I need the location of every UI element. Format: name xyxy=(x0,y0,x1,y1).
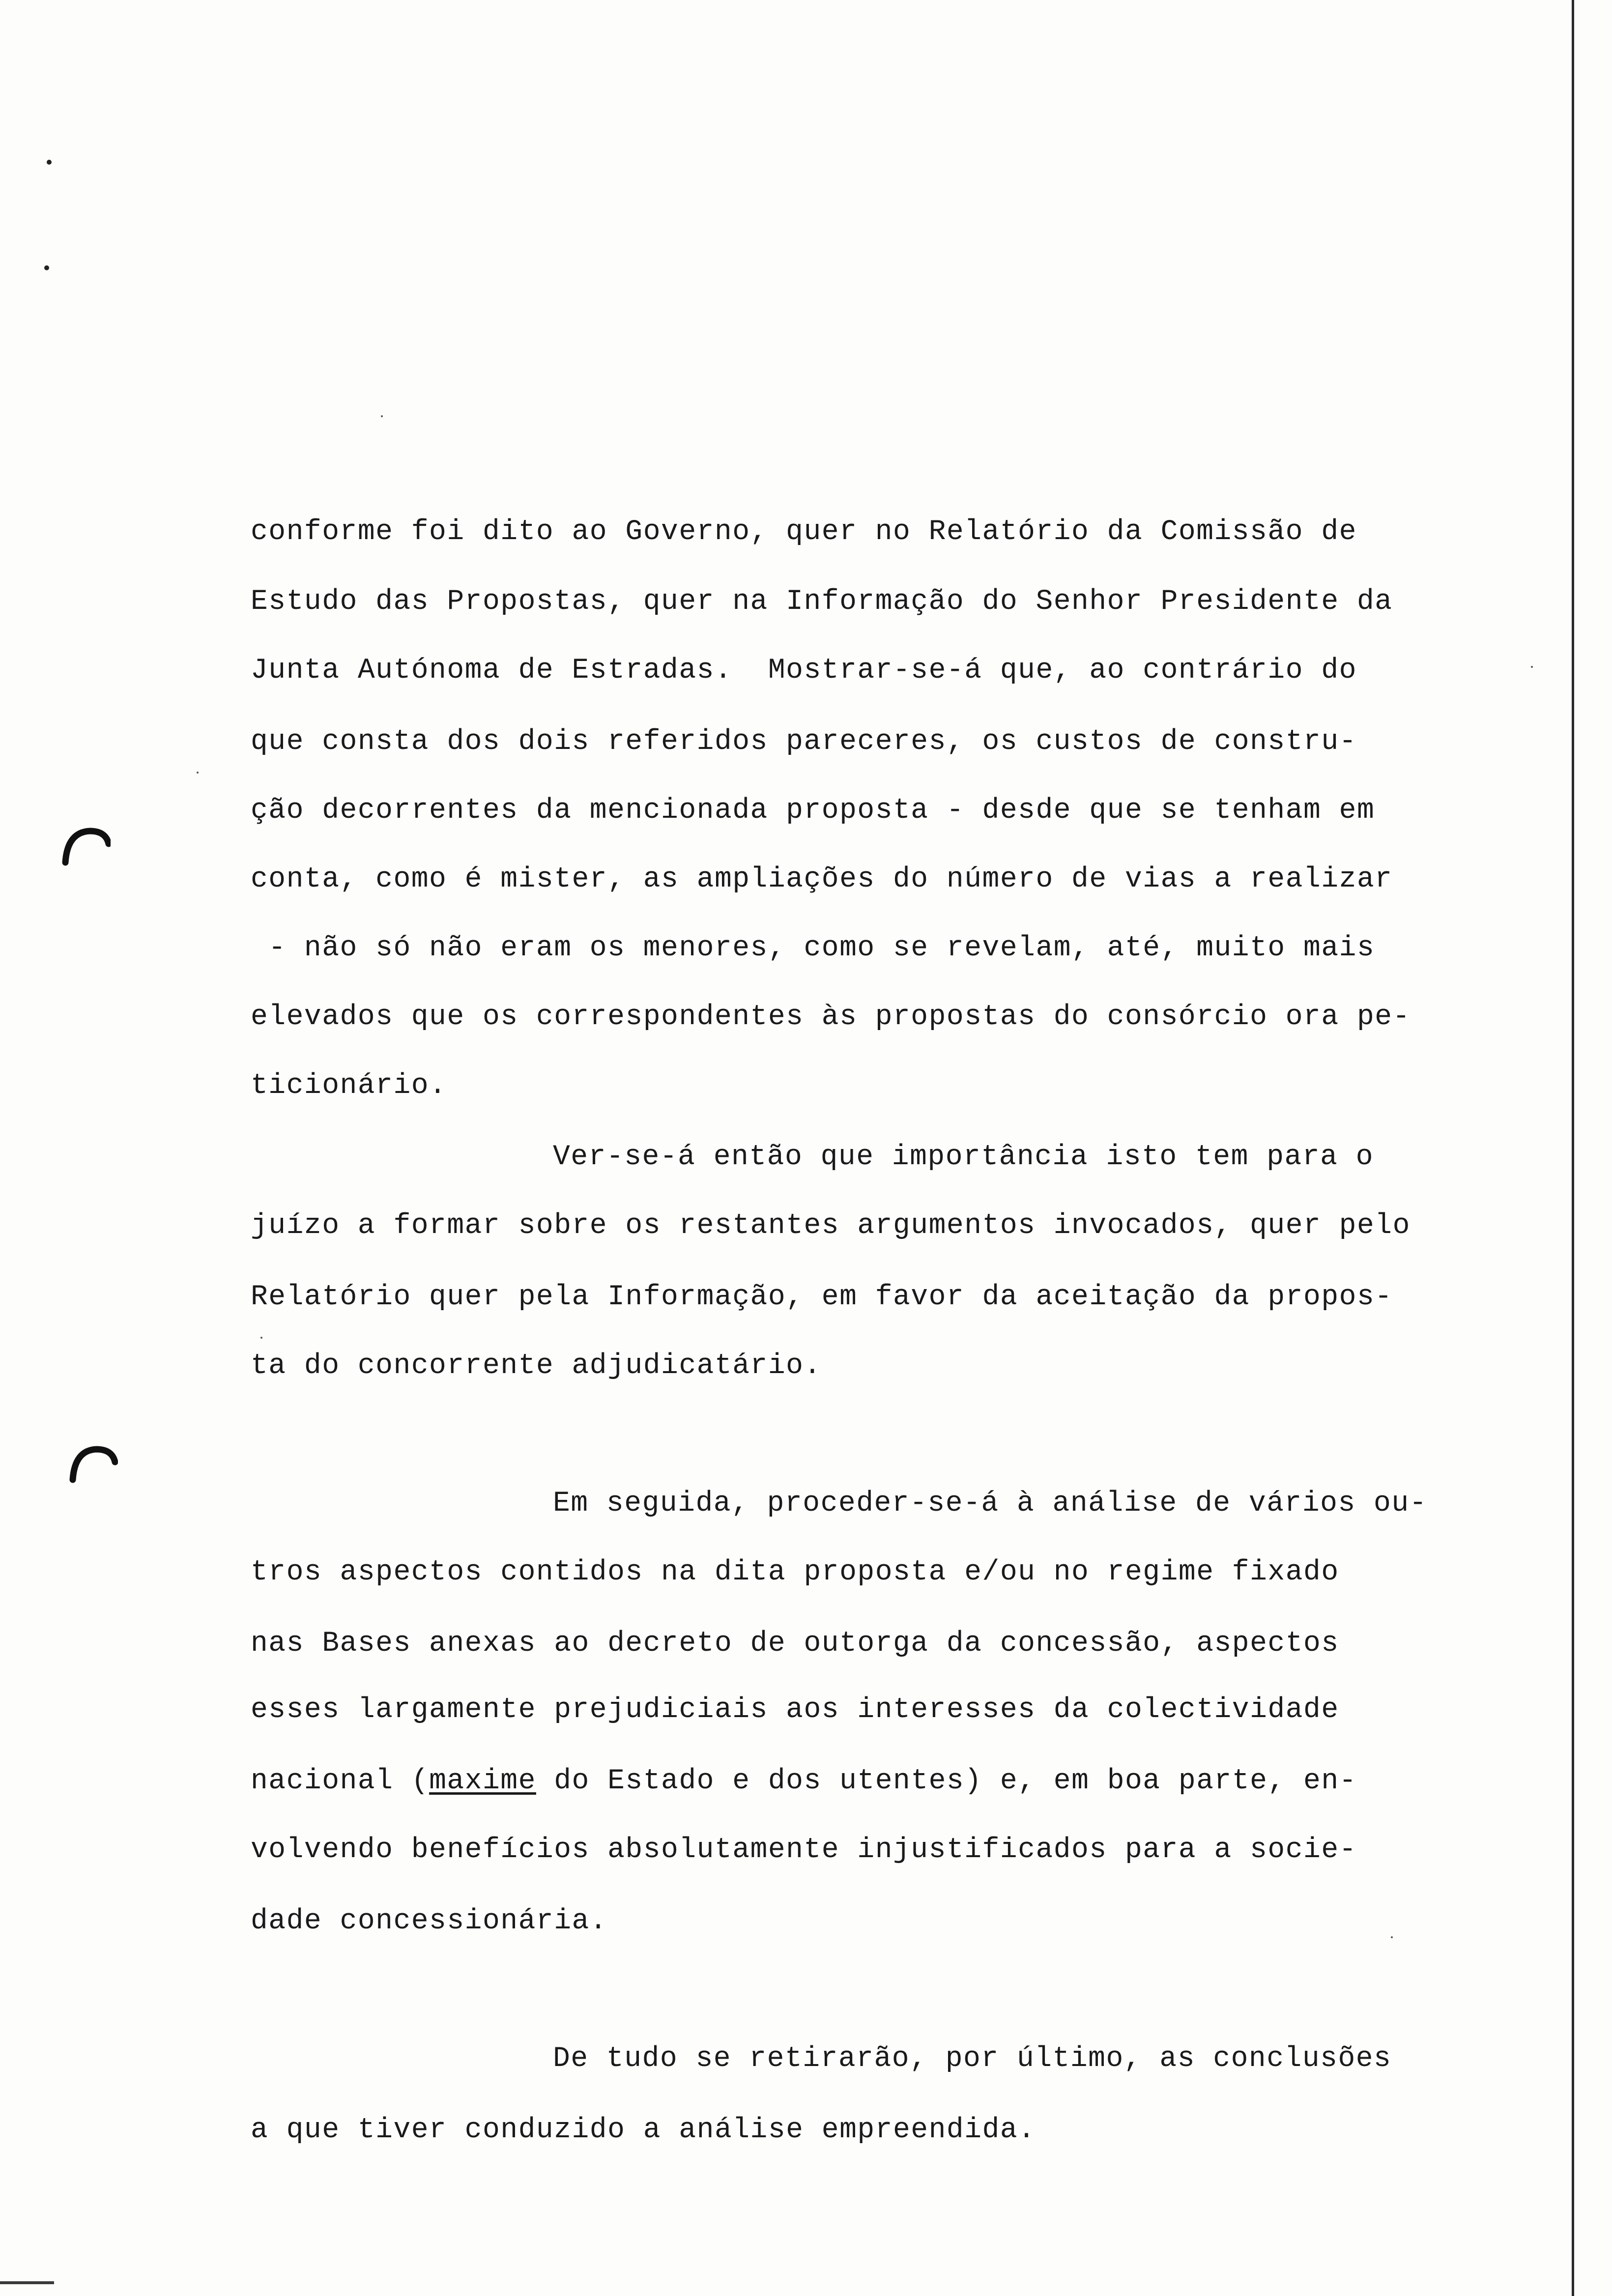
speck xyxy=(1531,666,1533,668)
text-line: Em seguida, proceder-se-á à análise de vários ou- xyxy=(553,1488,1427,1520)
text-line: tros aspectos contidos na dita proposta e/ou no regime fixado xyxy=(251,1556,1339,1588)
text-line xyxy=(251,1764,1357,1799)
text-line: ção decorrentes da mencionada proposta - desde que se tenham em xyxy=(251,795,1375,827)
page-edge-shadow xyxy=(1572,0,1574,2296)
text-line: ta do concorrente adjudicatário. xyxy=(251,1350,822,1382)
speck xyxy=(260,1337,262,1339)
text-segment: do Estado e dos utentes) e, em boa parte, en- xyxy=(536,1765,1357,1797)
scan-edge-mark xyxy=(0,2281,54,2284)
text-segment: nacional ( xyxy=(251,1765,430,1797)
text-line: conforme foi dito ao Governo, quer no Relatório da Comissão de xyxy=(251,516,1357,548)
text-line: elevados que os correspondentes às propostas do consórcio ora pe- xyxy=(251,1001,1410,1033)
punch-hole-arc xyxy=(69,1437,118,1487)
margin-dot xyxy=(44,265,49,270)
text-line: Ver-se-á então que importância isto tem para o xyxy=(553,1141,1374,1173)
text-line: - não só não eram os menores, como se revelam, até, muito mais xyxy=(251,932,1375,964)
speck xyxy=(197,772,199,774)
punch-hole-arc xyxy=(61,818,111,867)
text-line: a que tiver conduzido a análise empreendida. xyxy=(251,2114,1036,2146)
text-line: esses largamente prejudiciais aos interesses da colectividade xyxy=(251,1694,1339,1726)
text-line: juízo a formar sobre os restantes argumentos invocados, quer pelo xyxy=(251,1210,1410,1242)
text-line: De tudo se retirarão, por último, as conclusões xyxy=(553,2043,1392,2075)
margin-dot xyxy=(47,160,52,165)
text-line: conta, como é mister, as ampliações do número de vias a realizar xyxy=(251,863,1393,895)
underlined-word: maxime xyxy=(429,1765,536,1797)
text-line: volvendo benefícios absolutamente injustificados para a socie- xyxy=(251,1834,1357,1866)
speck xyxy=(1391,1936,1393,1938)
text-line: Relatório quer pela Informação, em favor da aceitação da propos- xyxy=(251,1281,1393,1313)
text-line: Estudo das Propostas, quer na Informação do Senhor Presidente da xyxy=(251,586,1393,618)
text-line: Junta Autónoma de Estradas. Mostrar-se-á que, ao contrário do xyxy=(251,655,1357,687)
text-line: nas Bases anexas ao decreto de outorga da concessão, aspectos xyxy=(251,1628,1339,1660)
text-line: dade concessionária. xyxy=(251,1905,608,1937)
text-line: que consta dos dois referidos pareceres, os custos de constru- xyxy=(251,726,1357,758)
text-line: ticionário. xyxy=(251,1070,447,1102)
speck xyxy=(381,415,383,417)
